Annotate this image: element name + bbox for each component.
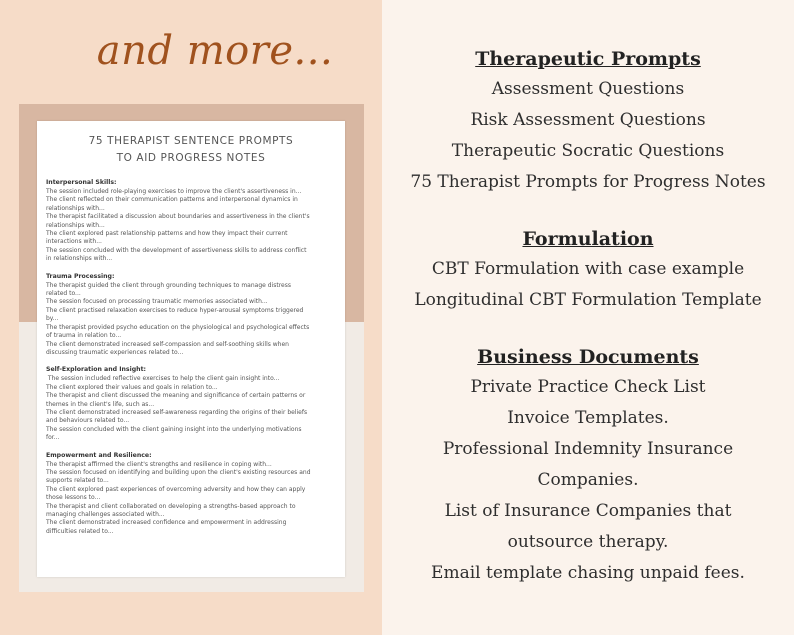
document-line: The therapist and client discussed the meaning and significance of certain patterns or (46, 392, 306, 400)
document-section (46, 452, 337, 537)
feature-item: Professional Indemnity Insurance (442, 439, 734, 459)
document-preview (37, 121, 345, 577)
document-section-heading: Empowerment and Resilience: (46, 451, 152, 459)
feature-section-heading: Therapeutic Prompts (475, 48, 701, 70)
document-line: The client reflected on their communication patterns and interpersonal dynamics in (46, 196, 298, 204)
feature-section-heading: Formulation (522, 228, 654, 250)
document-line: for... (46, 434, 60, 442)
document-line: The session included reflective exercises to help the client gain insight into... (46, 375, 280, 383)
document-line: The session focused on identifying and building upon the client's existing resources and (46, 468, 311, 476)
feature-item: 75 Therapist Prompts for Progress Notes (410, 172, 766, 192)
section-spacer (382, 316, 794, 342)
document-section-heading: Self-Exploration and Insight: (46, 366, 146, 374)
feature-item: Longitudinal CBT Formulation Template (414, 290, 762, 310)
feature-item: Invoice Templates. (507, 408, 669, 428)
document-line: those lessons to... (46, 494, 101, 502)
document-line: interactions with... (46, 238, 102, 246)
document-line: relationships with... (46, 221, 105, 229)
document-line: related to... (46, 290, 81, 298)
feature-item: Risk Assessment Questions (470, 110, 706, 130)
document-section (46, 179, 337, 264)
document-line: supports related to... (46, 477, 109, 485)
document-line: managing challenges associated with... (46, 511, 165, 518)
headline: and more... (96, 28, 334, 74)
document-line: The session concluded with the client gaining insight into the underlying motivations (46, 425, 302, 433)
document-section-heading: Trauma Processing: (46, 272, 115, 280)
feature-list (382, 44, 794, 589)
document-title (37, 133, 345, 167)
document-line: discussing traumatic experiences related to... (46, 348, 184, 356)
document-line: themes in the client's life, such as... (46, 400, 155, 408)
document-line: The client demonstrated increased self-awareness regarding the origins of their beliefs (46, 408, 308, 416)
document-line: The client explored past relationship patterns and how they impact their current (46, 230, 288, 238)
document-section (46, 366, 337, 442)
feature-item: outsource therapy. (507, 532, 669, 552)
feature-item: Therapeutic Socratic Questions (451, 141, 725, 161)
document-line: The session concluded with the development of assertiveness skills to address conflict (46, 246, 307, 254)
document-line: The client demonstrated increased confidence and empowerment in addressing (46, 519, 287, 527)
document-title-line: 75 THERAPIST SENTENCE PROMPTS (88, 135, 294, 147)
document-section (46, 273, 337, 358)
section-spacer (382, 198, 794, 224)
document-line: The therapist facilitated a discussion about boundaries and assertiveness in the client's (46, 213, 310, 221)
document-line: The client practised relaxation exercises to reduce hyper-arousal symptoms triggered (46, 306, 304, 314)
feature-item: Email template chasing unpaid fees. (431, 563, 745, 583)
document-line: relationships with... (46, 204, 105, 212)
document-line: The therapist provided psycho education on the physiological and psychological effects (46, 323, 310, 331)
feature-section-heading: Business Documents (477, 346, 699, 368)
document-line: difficulties related to... (46, 527, 114, 535)
document-line: of trauma in relation to... (46, 332, 122, 340)
document-line: The client explored past experiences of overcoming adversity and how they can apply (46, 485, 306, 493)
document-line: The therapist guided the client through grounding techniques to manage distress (46, 281, 291, 289)
document-line: and behaviours related to... (46, 417, 130, 425)
document-body (37, 167, 345, 536)
feature-item: Private Practice Check List (470, 377, 706, 397)
feature-item: CBT Formulation with case example (431, 259, 745, 279)
document-line: The session included role-playing exercises to improve the client's assertiveness in... (46, 188, 302, 195)
feature-item: Companies. (537, 470, 639, 490)
document-section-heading: Interpersonal Skills: (46, 179, 117, 186)
feature-item: Assessment Questions (491, 79, 685, 99)
feature-item: List of Insurance Companies that (444, 501, 732, 521)
document-line: by... (46, 315, 59, 323)
document-line: The client explored their values and goals in relation to... (46, 383, 218, 391)
document-line: in relationships with... (46, 255, 113, 263)
document-line: The session focused on processing traumatic memories associated with... (46, 298, 268, 306)
document-title-line: TO AID PROGRESS NOTES (116, 152, 266, 164)
document-line: The therapist affirmed the client's strengths and resilience in coping with... (46, 460, 272, 468)
document-line: The therapist and client collaborated on developing a strengths-based approach to (46, 502, 296, 510)
document-line: The client demonstrated increased self-compassion and self-soothing skills when (46, 340, 289, 348)
